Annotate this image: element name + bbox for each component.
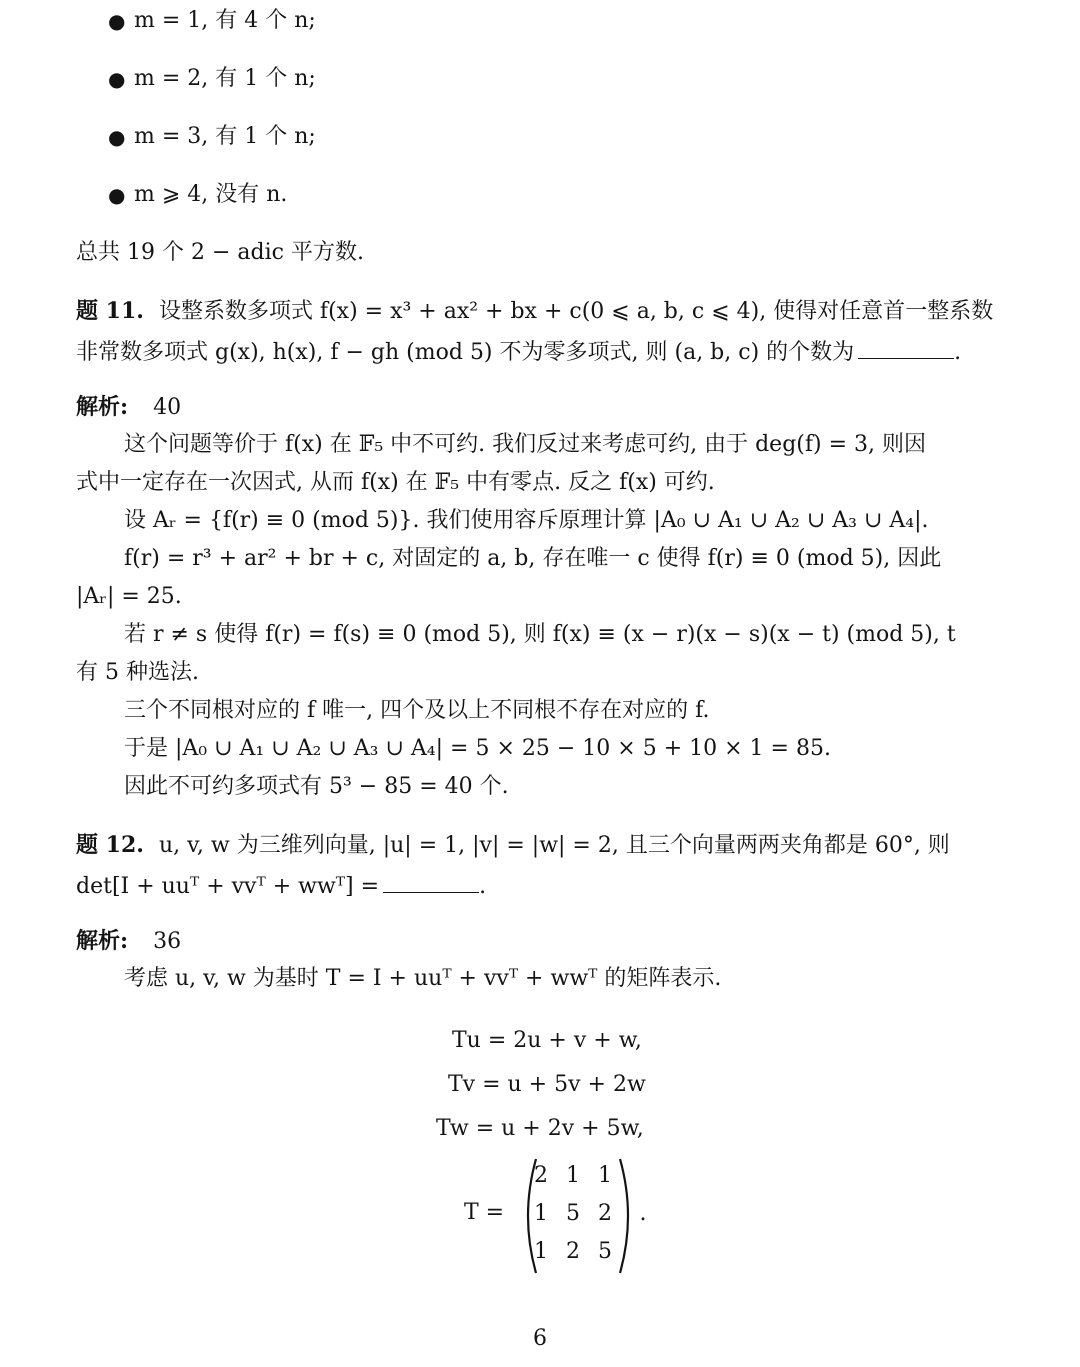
solution-11-line: 于是 |A₀ ∪ A₁ ∪ A₂ ∪ A₃ ∪ A₄| = 5 × 25 − 10 × 5 + 10 × 1 = 85. [124, 736, 831, 761]
equation-line: Tv = u + 5v + 2w [448, 1072, 646, 1097]
problem-11-text: 非常数多项式 g(x), h(x), f − gh (mod 5) 不为零多项式, 则 (a, b, c) 的个数为 [76, 340, 855, 365]
problem-12-line-1 [76, 830, 950, 861]
matrix-cell: 2 [598, 1201, 612, 1226]
solution-answer: 40 [153, 395, 182, 420]
answer-blank [858, 336, 954, 359]
solution-label: 解析: [76, 394, 129, 420]
bullet-item: m = 3, 有 1 个 n; [134, 124, 316, 149]
equation-line: Tu = 2u + v + w, [452, 1028, 642, 1053]
bullet-item: m ⩾ 4, 没有 n. [134, 182, 288, 207]
bullet-item: m = 1, 有 4 个 n; [134, 8, 316, 33]
solution-11-line: 设 Aᵣ = {f(r) ≡ 0 (mod 5)}. 我们使用容斥原理计算 |A₀ ∪ A₁ ∪ A₂ ∪ A₃ ∪ A₄|. [124, 508, 929, 533]
solution-11-header [76, 392, 181, 423]
matrix-cell: 1 [598, 1163, 612, 1188]
problem-12-period: . [479, 874, 487, 899]
matrix-lhs: T = [464, 1200, 505, 1225]
problem-12-text: u, v, w 为三维列向量, |u| = 1, |v| = |w| = 2, 且三个向量两两夹角都是 60°, 则 [158, 833, 950, 858]
matrix-cell: 1 [566, 1163, 580, 1188]
problem-11-line-1 [76, 296, 993, 327]
answer-blank [383, 870, 479, 893]
matrix-cell: 1 [534, 1201, 548, 1226]
bullet-dot: ● [108, 125, 126, 149]
solution-label: 解析: [76, 928, 129, 954]
solution-11-line: 有 5 种选法. [76, 660, 199, 685]
solution-11-line: 三个不同根对应的 f 唯一, 四个及以上不同根不存在对应的 f. [124, 698, 710, 723]
solution-12-header [76, 926, 181, 957]
bullet-dot: ● [108, 67, 126, 91]
solution-answer: 36 [153, 929, 182, 954]
solution-11-line: 因此不可约多项式有 5³ − 85 = 40 个. [124, 774, 509, 799]
solution-11-line: 式中一定存在一次因式, 从而 f(x) 在 𝔽₅ 中有零点. 反之 f(x) 可约. [76, 470, 715, 495]
problem-11-text: 设整系数多项式 f(x) = x³ + ax² + bx + c(0 ⩽ a, b, c ⩽ 4), 使得对任意首一整系数 [158, 299, 994, 324]
summary-text: 总共 19 个 2 − adic 平方数. [76, 240, 364, 265]
matrix-cell: 5 [566, 1201, 580, 1226]
problem-11-period: . [954, 340, 962, 365]
matrix-cell: 5 [598, 1239, 612, 1264]
problem-12-text: det[I + uuᵀ + vvᵀ + wwᵀ] = [76, 874, 380, 899]
solution-11-line: 若 r ≠ s 使得 f(r) = f(s) ≡ 0 (mod 5), 则 f(x) ≡ (x − r)(x − s)(x − t) (mod 5), t [124, 622, 956, 647]
problem-11-line-2 [76, 336, 961, 368]
problem-12-line-2 [76, 870, 486, 902]
matrix-cell: 1 [534, 1239, 548, 1264]
equation-line: Tw = u + 2v + 5w, [436, 1116, 644, 1141]
solution-11-line: |Aᵣ| = 25. [76, 584, 182, 609]
matrix-period: . [639, 1201, 647, 1226]
page-number: 6 [533, 1326, 547, 1351]
problem-12-heading: 题 12. [76, 832, 144, 858]
bullet-dot: ● [108, 183, 126, 207]
matrix-cell: 2 [534, 1163, 548, 1188]
solution-12-intro: 考虑 u, v, w 为基时 T = I + uuᵀ + vvᵀ + wwᵀ 的矩阵表示. [124, 966, 722, 991]
solution-11-line: f(r) = r³ + ar² + br + c, 对固定的 a, b, 存在唯一 c 使得 f(r) ≡ 0 (mod 5), 因此 [124, 546, 942, 571]
matrix-T [518, 1156, 718, 1276]
bullet-dot: ● [108, 9, 126, 33]
problem-11-heading: 题 11. [76, 298, 144, 324]
matrix-cell: 2 [566, 1239, 580, 1264]
solution-11-line: 这个问题等价于 f(x) 在 𝔽₅ 中不可约. 我们反过来考虑可约, 由于 deg(f) = 3, 则因 [124, 432, 926, 457]
bullet-item: m = 2, 有 1 个 n; [134, 66, 316, 91]
